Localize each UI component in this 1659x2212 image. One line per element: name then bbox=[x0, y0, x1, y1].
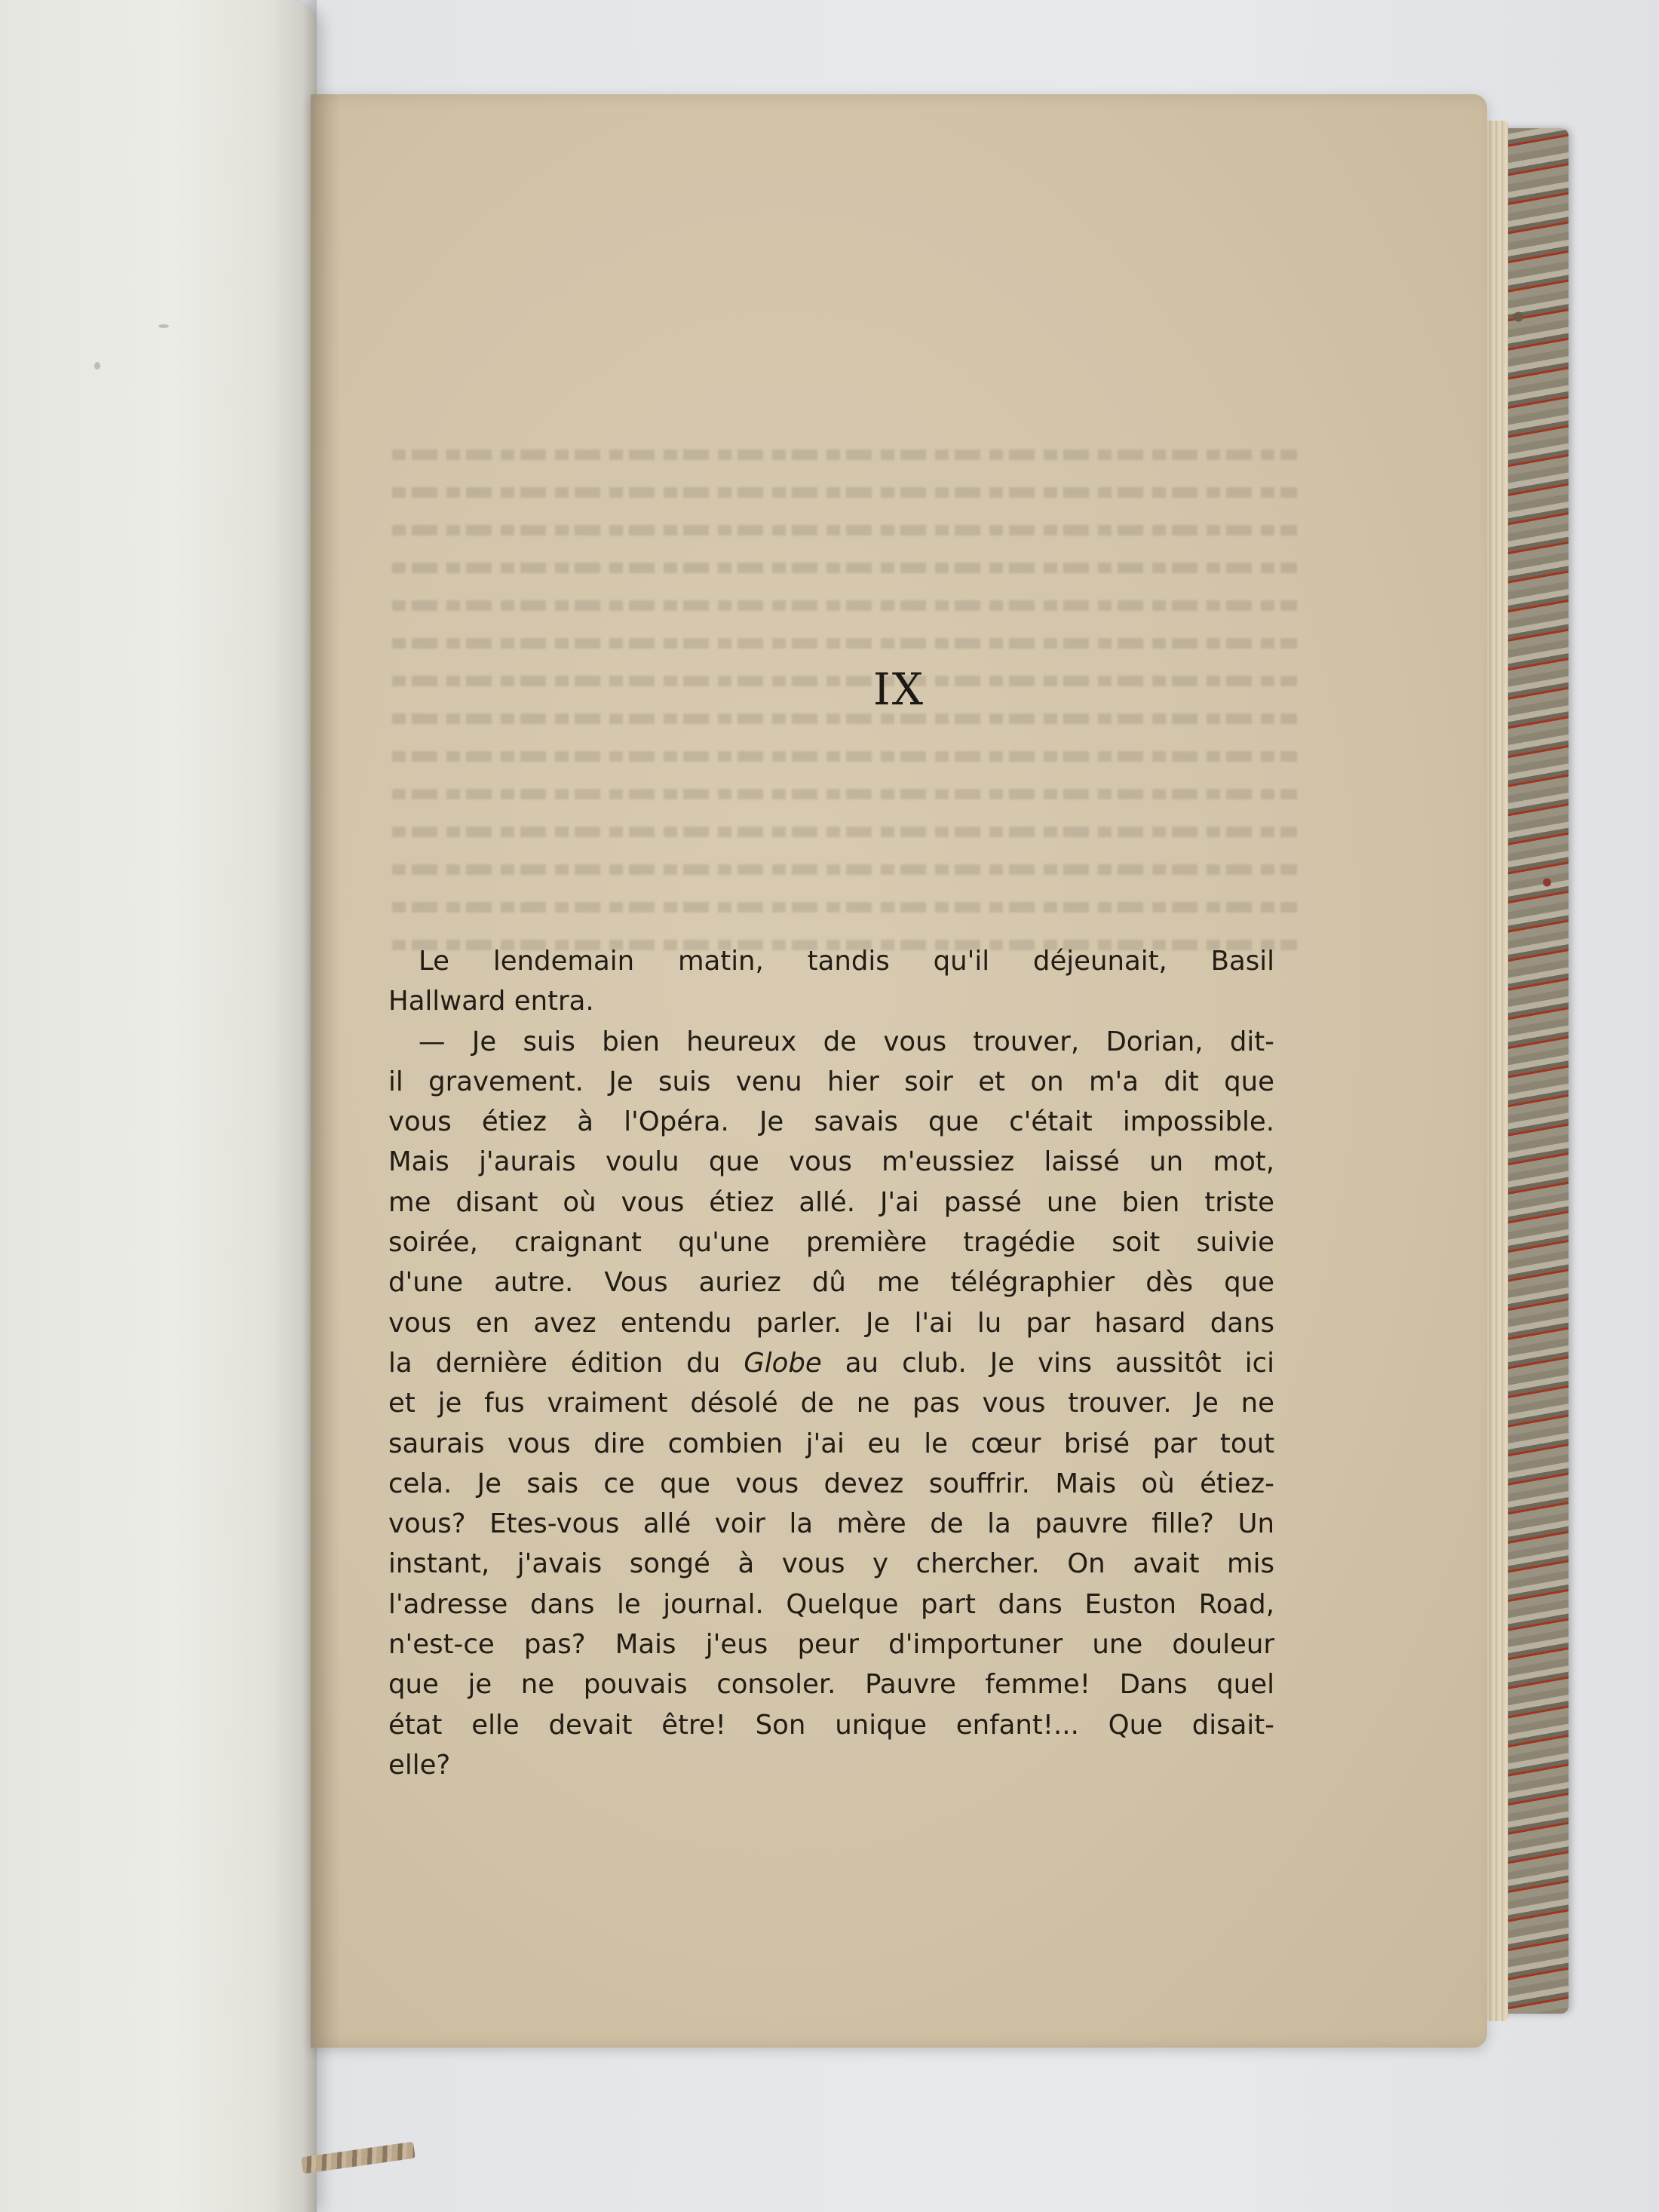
ghost-line bbox=[392, 525, 1297, 535]
ghost-line bbox=[392, 449, 1297, 460]
text-line: état elle devait être! Son unique enfant!... Que disait- bbox=[388, 1709, 1274, 1741]
ghost-line bbox=[392, 864, 1297, 875]
text-line: instant, j'avais songé à vous y chercher. On avait mis bbox=[388, 1548, 1274, 1580]
ghost-line bbox=[392, 563, 1297, 573]
text-fragment: au club. Je vins aussitôt ici bbox=[821, 1347, 1275, 1379]
text-line: vous? Etes-vous allé voir la mère de la pauvre fille? Un bbox=[388, 1508, 1274, 1540]
paper-speck bbox=[158, 324, 169, 328]
chapter-heading: IX bbox=[872, 664, 925, 715]
text-line: vous étiez à l'Opéra. Je savais que c'était impossible. bbox=[388, 1106, 1274, 1138]
text-line: cela. Je sais ce que vous devez souffrir. Mais où étiez- bbox=[388, 1468, 1274, 1499]
text-line-globe bbox=[388, 1343, 1274, 1383]
text-line: il gravement. Je suis venu hier soir et on m'a dit que bbox=[388, 1066, 1274, 1097]
text-line: d'une autre. Vous auriez dû me télégraphier dès que bbox=[388, 1267, 1274, 1299]
text-fragment: la dernière édition du bbox=[388, 1347, 744, 1379]
body-text bbox=[388, 941, 1274, 1785]
text-line: Hallward entra. bbox=[388, 986, 594, 1017]
ghost-line bbox=[392, 638, 1297, 649]
text-line: soirée, craignant qu'une première tragédie soit suivie bbox=[388, 1227, 1274, 1259]
ghost-line bbox=[392, 713, 1297, 724]
text-line: que je ne pouvais consoler. Pauvre femme! Dans quel bbox=[388, 1669, 1274, 1701]
text-line: saurais vous dire combien j'ai eu le cœur brisé par tout bbox=[388, 1428, 1274, 1459]
text-line: et je fus vraiment désolé de ne pas vous trouver. Je ne bbox=[388, 1388, 1274, 1419]
ghost-line bbox=[392, 751, 1297, 762]
text-line: elle? bbox=[388, 1749, 451, 1781]
text-line: Mais j'aurais voulu que vous m'eussiez laissé un mot, bbox=[388, 1146, 1274, 1178]
facing-blank-page bbox=[0, 0, 317, 2212]
page-gutter-shadow bbox=[311, 94, 341, 2048]
ghost-line bbox=[392, 789, 1297, 799]
text-line: — Je suis bien heureux de vous trouver, Dorian, dit- bbox=[419, 1026, 1274, 1057]
ribbon-bookmark bbox=[301, 2142, 416, 2174]
text-line: l'adresse dans le journal. Quelque part dans Euston Road, bbox=[388, 1588, 1274, 1620]
text-line: Le lendemain matin, tandis qu'il déjeunait, Basil bbox=[419, 946, 1274, 977]
newspaper-title: Globe bbox=[744, 1347, 822, 1379]
paper-speck bbox=[94, 362, 100, 370]
ghost-line bbox=[392, 600, 1297, 611]
ghost-line bbox=[392, 902, 1297, 913]
text-line: n'est-ce pas? Mais j'eus peur d'importuner une douleur bbox=[388, 1629, 1274, 1661]
ghost-line bbox=[392, 827, 1297, 837]
text-line: me disant où vous étiez allé. J'ai passé une bien triste bbox=[388, 1186, 1274, 1218]
text-line: vous en avez entendu parler. Je l'ai lu par hasard dans bbox=[388, 1307, 1274, 1339]
ghost-line bbox=[392, 487, 1297, 498]
